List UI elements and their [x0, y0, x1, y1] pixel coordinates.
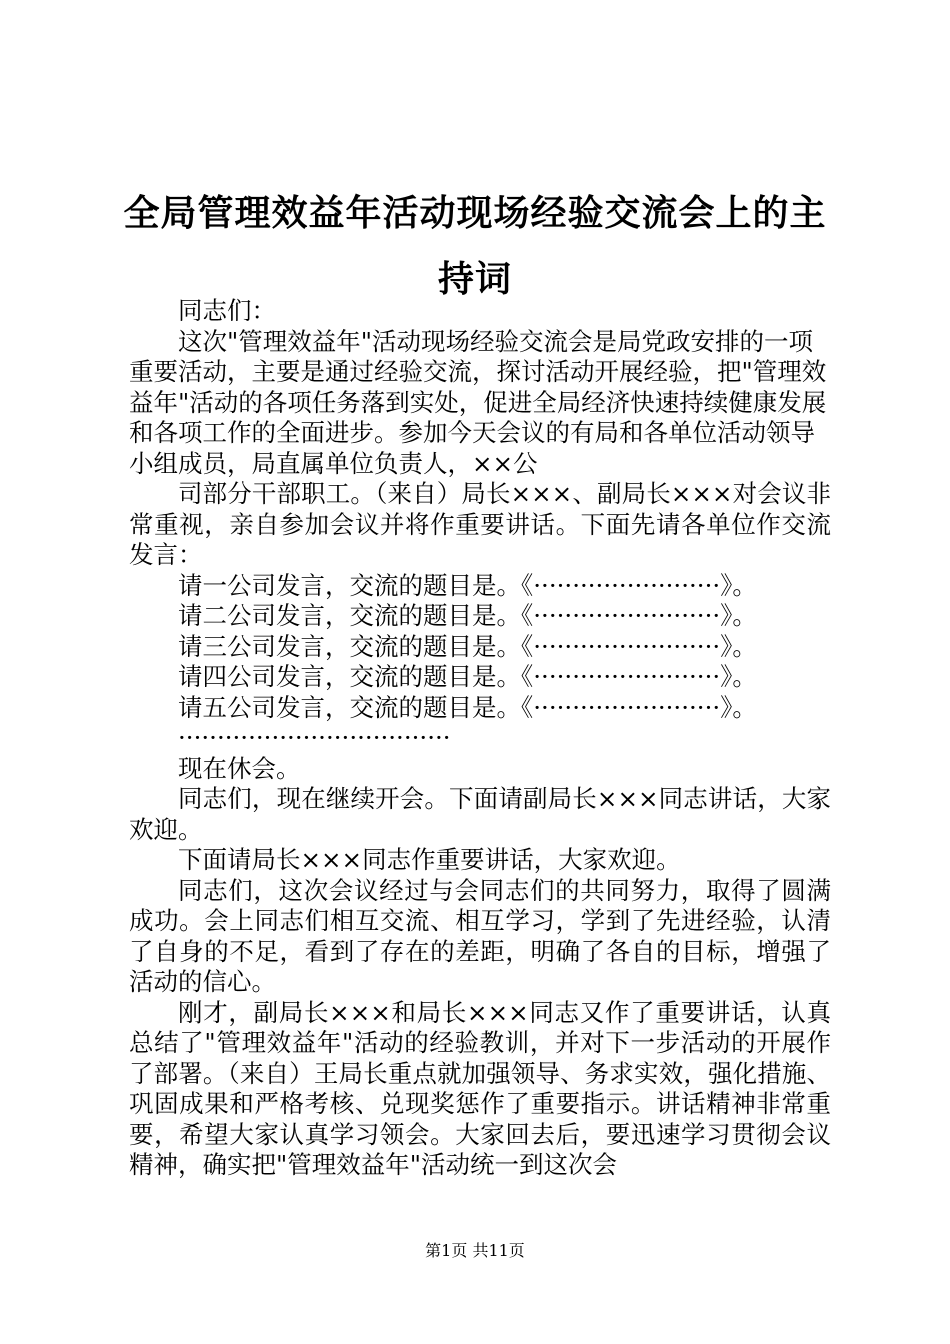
speaker-item-2: 请二公司发言，交流的题目是。《························》。	[178, 601, 757, 630]
paragraph-chief-speech: 下面请局长×××同志作重要讲话，大家欢迎。	[178, 845, 681, 874]
document-title: 全局管理效益年活动现场经验交流会上的主持词	[123, 192, 827, 300]
speaker-item-3: 请三公司发言，交流的题目是。《························》。	[178, 631, 757, 661]
paragraph-resume: 同志们，现在继续开会。下面请副局长×××同志讲话，大家欢迎。	[129, 784, 831, 844]
paragraph-recess: 现在休会。	[178, 753, 301, 783]
speaker-item-1: 请一公司发言，交流的题目是。《························》。	[178, 570, 757, 600]
paragraph-closing: 刚才，副局长×××和局长×××同志又作了重要讲话，认真总结了"管理效益年"活动的经验教训，并对下一步活动的开展作了部署。（来自）王局长重点就加强领导、务求实效，强化措施、巩固成果和严格考核、兑现奖惩作了重要指示。讲话精神非常重要，希望大家认真学习领会。大家回去后，要迅速学习贯彻会议精神，确实把"管理效益年"活动统一到这次会	[129, 997, 831, 1179]
paragraph-salutation: 同志们：	[178, 296, 276, 325]
paragraph-attendees: 司部分干部职工。（来自）局长×××、副局长×××对会议非常重视，亲自参加会议并将作重要讲话。下面先请各单位作交流发言：	[129, 479, 831, 569]
document-body	[129, 296, 831, 1181]
speaker-item-5: 请五公司发言，交流的题目是。《························》。	[178, 692, 757, 722]
paragraph-summary: 同志们，这次会议经过与会同志们的共同努力，取得了圆满成功。会上同志们相互交流、相互学习，学到了先进经验，认清了自身的不足，看到了存在的差距，明确了各自的目标，增强了活动的信心。	[129, 875, 831, 996]
speaker-item-4: 请四公司发言，交流的题目是。《························》。	[178, 662, 757, 691]
ellipsis-line: ···································	[178, 723, 451, 752]
paragraph-intro: 这次"管理效益年"活动现场经验交流会是局党政安排的一项重要活动，主要是通过经验交流，探讨活动开展经验，把"管理效益年"活动的各项任务落到实处，促进全局经济快速持续健康发展和各项工作的全面进步。参加今天会议的有局和各单位活动领导小组成员，局直属单位负责人，××公	[129, 326, 827, 478]
page-footer: 第1页 共11页	[425, 1241, 525, 1260]
